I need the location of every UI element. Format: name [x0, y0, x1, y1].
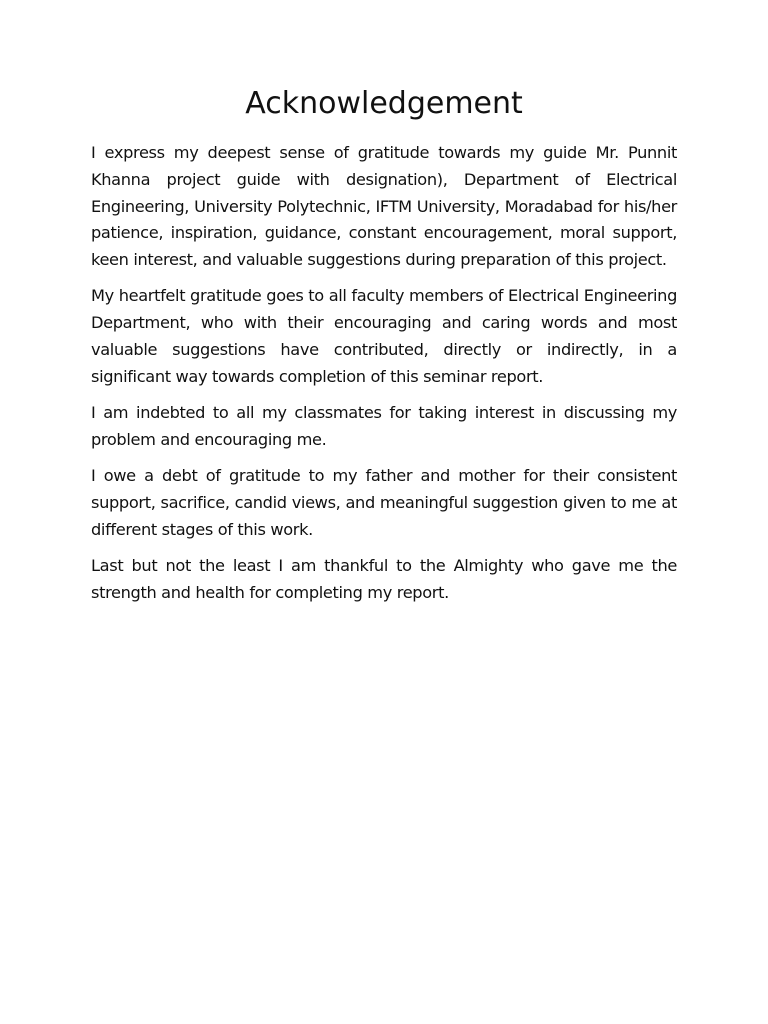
paragraph-faculty-thanks: My heartfelt gratitude goes to all faculty members of Electrical Engineering Department, who with their encouraging and caring words and most valuable suggestions have contributed, directly or indirectly, in a significant way towards completion of this seminar report.	[91, 286, 677, 386]
page-title: Acknowledgement	[245, 86, 523, 121]
paragraph-classmates-thanks: I am indebted to all my classmates for taking interest in discussing my problem and encouraging me.	[91, 403, 677, 449]
paragraph-almighty-thanks: Last but not the least I am thankful to the Almighty who gave me the strength and health for completing my report.	[91, 556, 677, 602]
acknowledgement-body	[91, 140, 677, 616]
paragraph-parents-thanks: I owe a debt of gratitude to my father and mother for their consistent support, sacrifice, candid views, and meaningful suggestion given to me at different stages of this work.	[91, 466, 677, 539]
paragraph-guide-thanks: I express my deepest sense of gratitude towards my guide Mr. Punnit Khanna project guide with designation), Department of Electrical Engineering, University Polytechnic, IFTM University, Moradabad for his/her patience, inspiration, guidance, constant encouragement, moral support, keen interest, and valuable suggestions during preparation of this project.	[91, 143, 677, 270]
